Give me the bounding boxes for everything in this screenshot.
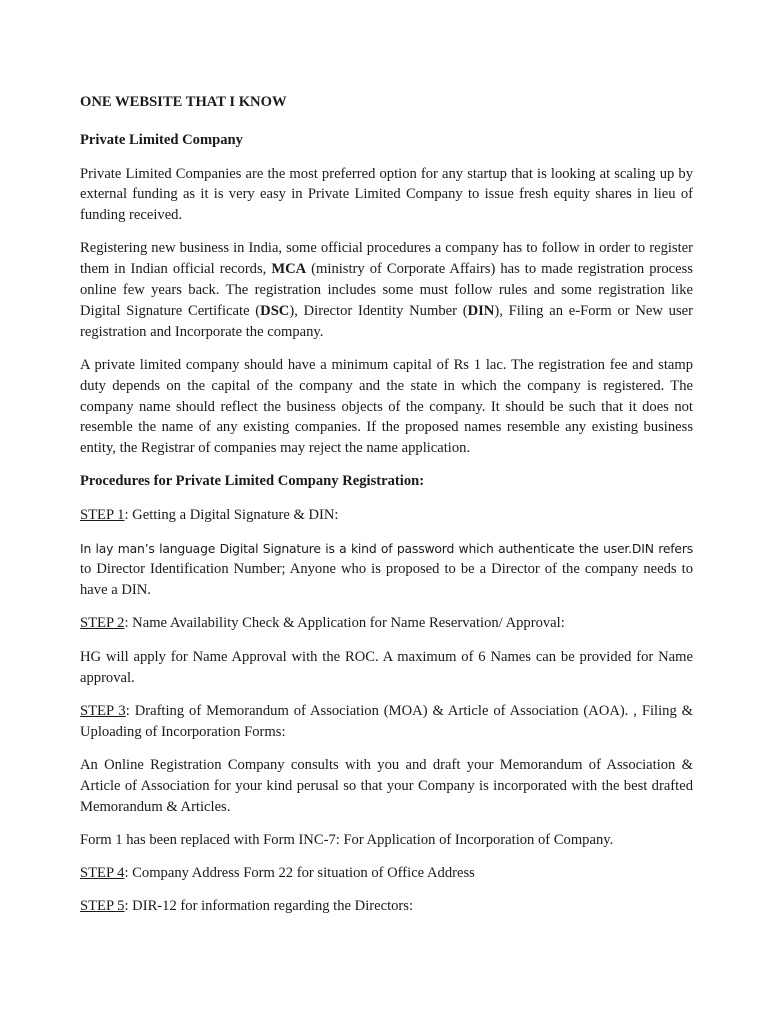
step-1-heading (80, 505, 693, 526)
step-1-label: STEP 1 (80, 507, 125, 524)
section-heading-private-limited-company: Private Limited Company (80, 131, 243, 148)
document-title: ONE WEBSITE THAT I KNOW (80, 94, 287, 110)
step-2-label: STEP 2 (80, 615, 125, 632)
step-1-description-sans: In lay man’s language Digital Signature is a kind of password which authenticate the user.DIN refers (80, 540, 693, 556)
step-4-title: : Company Address Form 22 for situation of Office Address (124, 865, 475, 882)
intro-paragraph: Private Limited Companies are the most preferred option for any startup that is looking at scaling up by external funding as it is very easy in Private Limited Company to issue fresh equity shares in lieu of funding received. (80, 165, 693, 224)
step-5-label: STEP 5 (80, 898, 125, 915)
registering-text-2: (ministry of Corporate Affairs) has to made registration process online few years back. The registration includes some must follow rules and some registration like Digital Signature Certificate ( (80, 261, 693, 319)
step-3-title: : Drafting of Memorandum of Association (MOA) & Article of Association (AOA). , Filing & Uploading of Incorporation Forms: (80, 702, 694, 740)
registering-text-4: ), Filing an e-Form or New user registration and Incorporate the company. (80, 302, 693, 340)
step-1-description (80, 539, 693, 601)
capital-paragraph: A private limited company should have a minimum capital of Rs 1 lac. The registration fee and stamp duty depends on the capital of the company and the state in which the company is registered. The company name should reflect the business objects of the company. It should be such that it does not resemble the name of any existing companies. If the proposed names resemble any existing business entity, the Registrar of companies may reject the name application. (80, 356, 693, 457)
step-4-label: STEP 4 (80, 865, 125, 882)
step-2-description: HG will apply for Name Approval with the ROC. A maximum of 6 Names can be provided for Name approval. (80, 648, 693, 686)
registering-paragraph (80, 238, 693, 342)
step-3-description: An Online Registration Company consults with you and draft your Memorandum of Association & Article of Association for your kind perusal so that your Company is incorporated with the best drafted Memorandum & Articles. (80, 756, 693, 815)
dsc-term: DSC (260, 302, 290, 319)
step-1-description-rest: to Director Identification Number; Anyone who is proposed to be a Director of the company needs to have a DIN. (80, 561, 693, 599)
registering-text-3: ), Director Identity Number ( (289, 302, 468, 319)
step-1-title: : Getting a Digital Signature & DIN: (124, 507, 339, 524)
procedures-heading: Procedures for Private Limited Company Registration: (80, 473, 425, 490)
step-3-heading (80, 701, 693, 743)
document-body (80, 92, 693, 930)
din-term: DIN (467, 302, 495, 319)
step-5-heading (80, 896, 693, 917)
step-5-title: : DIR-12 for information regarding the Directors: (124, 898, 414, 915)
step-4-heading (80, 863, 693, 884)
mca-term: MCA (271, 261, 307, 278)
step-3-form-note: Form 1 has been replaced with Form INC-7: For Application of Incorporation of Company. (80, 831, 614, 848)
step-2-title: : Name Availability Check & Application for Name Reservation/ Approval: (124, 615, 565, 632)
registering-text-1: Registering new business in India, some official procedures a company has to follow in order to register them in Indian official records, (80, 240, 693, 278)
step-2-heading (80, 613, 693, 634)
step-3-label: STEP 3 (80, 702, 126, 719)
